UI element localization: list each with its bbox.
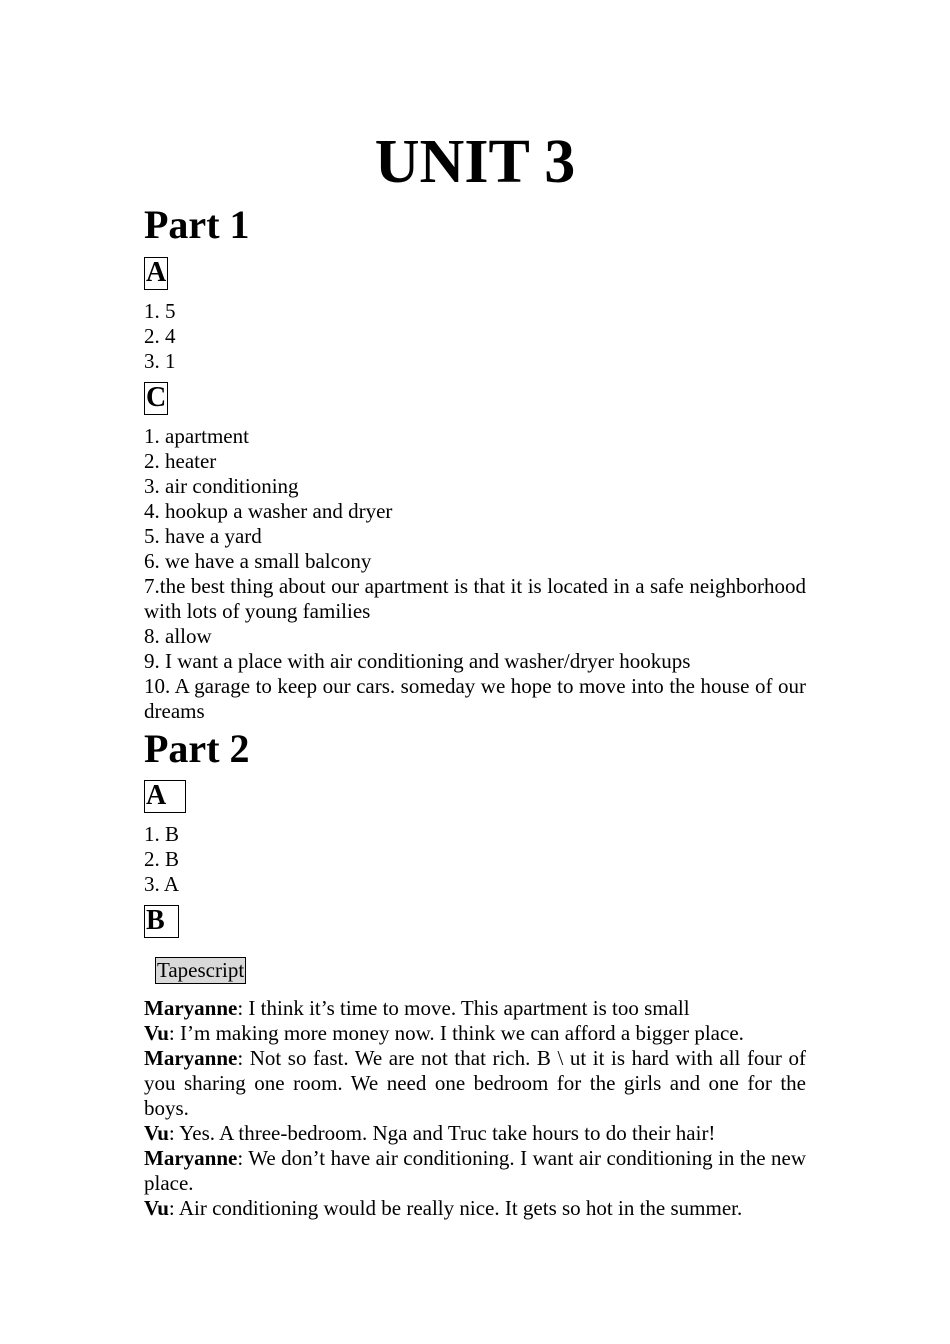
part1-section-c-label: C — [146, 382, 167, 413]
dialogue-line — [144, 1046, 806, 1121]
dialogue-text: : Yes. A three-bedroom. Nga and Truc take hours to do their hair! — [168, 1121, 716, 1145]
dialogue-line — [144, 1146, 806, 1196]
part1-section-a-list — [144, 299, 806, 374]
list-item: 4. hookup a washer and dryer — [144, 499, 393, 523]
list-item: 3. air conditioning — [144, 474, 299, 498]
dialogue-text: : I’m making more money now. I think we can afford a bigger place. — [168, 1021, 744, 1045]
list-item: 1. 5 — [144, 299, 176, 323]
dialogue-line — [144, 1021, 806, 1046]
list-item: 3. A — [144, 872, 180, 896]
speaker-name: Vu — [144, 1021, 169, 1045]
tapescript-label: Tapescript — [157, 958, 245, 982]
list-item: 8. allow — [144, 624, 212, 648]
list-item: 2. heater — [144, 449, 217, 473]
part1-section-c-list — [144, 424, 806, 724]
dialogue-text: : Not so fast. We are not that rich. B \ ut it is hard with all four of you sharing one room. We need one bedroom for the girls and one for the boys. — [144, 1046, 806, 1120]
list-item: 10. A garage to keep our cars. someday we hope to move into the house of our dreams — [144, 674, 806, 723]
dialogue-line — [144, 1121, 806, 1146]
speaker-name: Maryanne — [144, 1046, 238, 1070]
list-item: 2. 4 — [144, 324, 176, 348]
list-item: 3. 1 — [144, 349, 176, 373]
part2-section-a-list — [144, 822, 806, 897]
speaker-name: Vu — [144, 1121, 169, 1145]
part1-section-a-label: A — [146, 257, 167, 288]
speaker-name: Maryanne — [144, 996, 238, 1020]
unit-title: UNIT 3 — [374, 128, 576, 196]
list-item: 7.the best thing about our apartment is that it is located in a safe neighborhood with lots of young families — [144, 574, 806, 623]
part2-section-b-label: B — [144, 905, 179, 938]
list-item: 2. B — [144, 847, 180, 871]
part2-section-a-label: A — [144, 780, 186, 813]
speaker-name: Maryanne — [144, 1146, 238, 1170]
list-item: 6. we have a small balcony — [144, 549, 372, 573]
dialogue-text: : Air conditioning would be really nice. It gets so hot in the summer. — [168, 1196, 743, 1220]
speaker-name: Vu — [144, 1196, 169, 1220]
list-item: 5. have a yard — [144, 524, 262, 548]
dialogue — [144, 996, 806, 1221]
dialogue-text: : I think it’s time to move. This apartment is too small — [237, 996, 690, 1020]
part2-title: Part 2 — [144, 726, 250, 771]
list-item: 9. I want a place with air conditioning and washer/dryer hookups — [144, 649, 691, 673]
dialogue-line — [144, 1196, 806, 1221]
list-item: 1. apartment — [144, 424, 249, 448]
dialogue-line — [144, 996, 806, 1021]
dialogue-text: : We don’t have air conditioning. I want air conditioning in the new place. — [144, 1146, 806, 1195]
part1-title: Part 1 — [144, 202, 250, 247]
list-item: 1. B — [144, 822, 180, 846]
